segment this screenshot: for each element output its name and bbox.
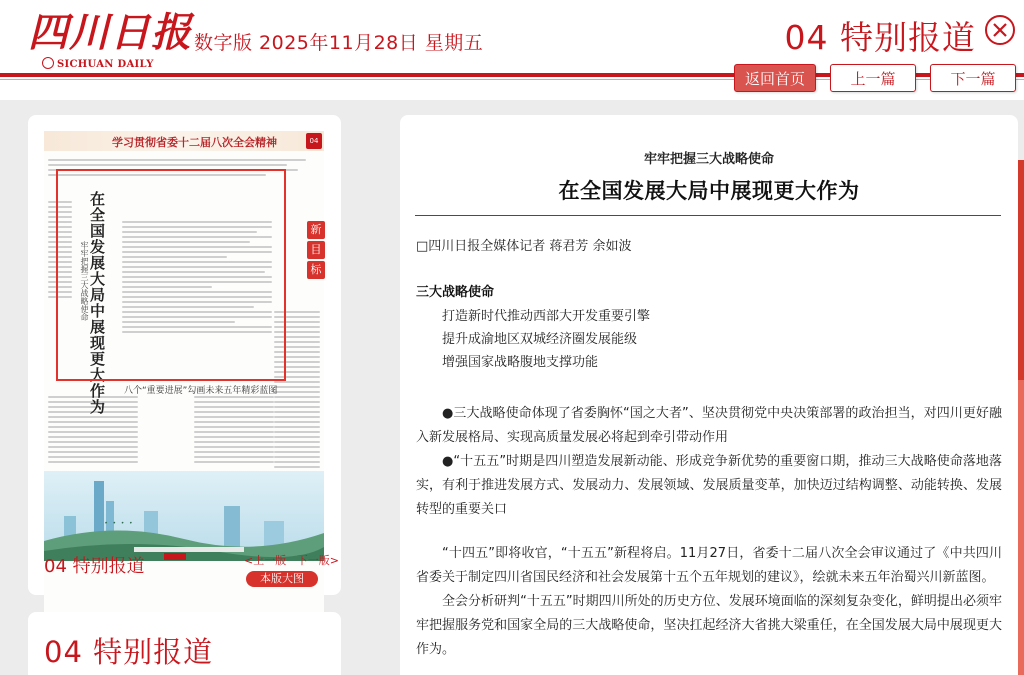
next-page-link[interactable]: 下一版> bbox=[296, 554, 339, 567]
svg-text:· · · ·: · · · · bbox=[104, 516, 133, 531]
title-divider bbox=[415, 215, 1001, 216]
page-preview-card bbox=[28, 115, 341, 595]
close-icon bbox=[984, 14, 1016, 46]
thumbnail-subheadline: 牢牢把握三大战略使命 bbox=[80, 241, 89, 321]
section-item: 打造新时代推动西部大开发重要引擎 bbox=[442, 309, 651, 324]
thumbnail-tag: 新 bbox=[307, 221, 325, 239]
article-title: 在全国发展大局中展现更大作为 bbox=[558, 179, 860, 203]
close-button[interactable] bbox=[984, 14, 1016, 46]
page-nav bbox=[244, 552, 339, 568]
article-highlight-region[interactable] bbox=[56, 169, 286, 381]
scrollbar-thumb[interactable] bbox=[1018, 160, 1024, 380]
edition-date: 数字版 2025年11月28日 星期五 bbox=[194, 32, 484, 54]
page-number-badge: 04 bbox=[306, 133, 322, 149]
logo-chinese: 四川日报 bbox=[28, 9, 192, 56]
thumbnail-tag: 目 bbox=[307, 241, 325, 259]
page-list-card[interactable] bbox=[28, 612, 341, 675]
thumbnail-headline: 在全国发展大局中展现更大作为 bbox=[88, 191, 106, 415]
full-page-image-button[interactable]: 本版大图 bbox=[246, 571, 318, 587]
thumbnail-tags bbox=[307, 221, 329, 279]
summary-paragraph: ●三大战略使命体现了省委胸怀“国之大者”、坚决贯彻党中央决策部署的政治担当，对四川更好融入新发展格局、实现高质量发展必将起到牵引带动作用 bbox=[416, 406, 1002, 445]
prev-page-link[interactable]: <上一版 bbox=[244, 554, 287, 567]
article-nav bbox=[734, 64, 1016, 94]
summary-paragraph: ●“十五五”时期是四川塑造发展新动能、形成竞争新优势的重要窗口期，推动三大战略使命落地落实，有利于推进发展方式、发展动力、发展领域、发展质量变革，加快迈过结构调整、动能转换、发展转型的重要关口 bbox=[416, 454, 1002, 517]
article-kicker: 牢牢把握三大战略使命 bbox=[643, 152, 774, 167]
thumbnail-caption: 八个“重要进展”勾画未来五年精彩蓝图 bbox=[124, 386, 278, 396]
prev-article-button[interactable]: 上一篇 bbox=[830, 64, 916, 92]
section-item: 增强国家战略腹地支撑功能 bbox=[442, 355, 599, 370]
section-item: 提升成渝地区双城经济圈发展能级 bbox=[442, 332, 638, 347]
logo-english-text: SICHUAN DAILY bbox=[57, 59, 154, 70]
logo-english bbox=[42, 57, 154, 70]
current-page-label: 04 特别报道 bbox=[44, 556, 145, 577]
city-illustration bbox=[44, 471, 324, 561]
article-body bbox=[416, 281, 1002, 662]
section-heading: 三大战略使命 bbox=[416, 285, 495, 300]
article-byline: □四川日报全媒体记者 蒋君芳 余如波 bbox=[416, 239, 632, 254]
next-article-button[interactable]: 下一篇 bbox=[930, 64, 1016, 92]
thumbnail-tag: 标 bbox=[307, 261, 325, 279]
thumbnail-lower-lines-2 bbox=[194, 396, 274, 466]
thumbnail-banner-text: 学习贯彻省委十二届八次全会精神 bbox=[112, 136, 277, 149]
masthead bbox=[0, 0, 1024, 100]
page-list-title: 04 特别报道 bbox=[44, 635, 214, 669]
body-paragraph: 全会分析研判“十五五”时期四川所处的历史方位、发展环境面临的深刻复杂变化，鲜明提出必须牢牢把握服务党和国家全局的三大战略使命，坚决扛起经济大省挑大梁重任，在全国发展大局中展现更大作为。 bbox=[416, 594, 1002, 657]
sichuan-daily-logo[interactable] bbox=[28, 9, 192, 72]
seal-icon bbox=[42, 57, 54, 69]
page-title: 04 特别报道 bbox=[784, 18, 976, 57]
home-button[interactable]: 返回首页 bbox=[734, 64, 816, 92]
body-paragraph: “十四五”即将收官，“十五五”新程将启。11月27日，省委十二届八次全会审议通过了《中共四川省委关于制定四川省国民经济和社会发展第十五个五年规划的建议》，绘就未来五年治蜀兴川新蓝图。 bbox=[416, 546, 1002, 585]
article-panel bbox=[400, 115, 1018, 675]
